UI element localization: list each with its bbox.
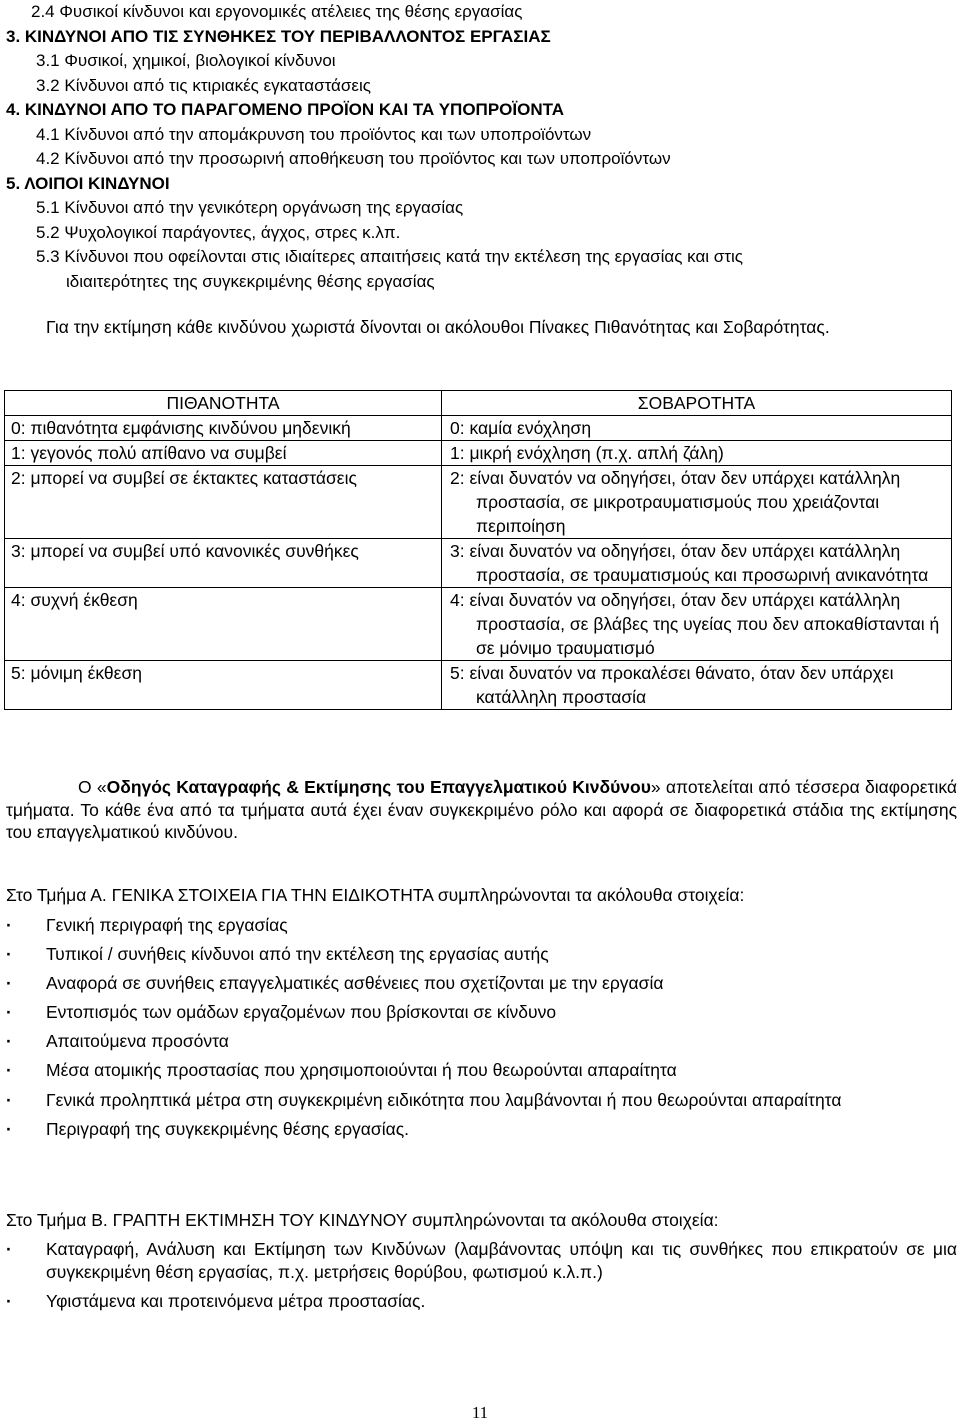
- list-item: [6, 972, 957, 995]
- severity-text: 4: είναι δυνατόν να οδηγήσει, όταν δεν υπάρχει κατάλληλη προστασία, σε βλάβες της υγείας που δεν αποκαθίστανται ή σε μόνιμο τραυματισμό: [450, 590, 940, 658]
- list-item-text: Περιγραφή της συγκεκριμένης θέσης εργασίας.: [46, 1118, 410, 1139]
- list-item: [6, 914, 957, 937]
- list-item: [6, 943, 957, 966]
- guide-title: Οδηγός Καταγραφής & Εκτίμησης του Επαγγελματικού Κινδύνου: [106, 777, 651, 797]
- severity-cell: [442, 661, 952, 710]
- table-row: [5, 441, 952, 466]
- list-item-text: Εντοπισμός των ομάδων εργαζομένων που βρίσκονται σε κίνδυνο: [46, 1002, 557, 1023]
- severity-cell: [442, 588, 952, 661]
- list-item: [6, 1238, 957, 1283]
- toc-item-4-1: 4.1 Κίνδυνοι από την απομάκρυνση του προϊόντος και των υποπροϊόντων: [36, 124, 592, 144]
- list-item-text: Μέσα ατομικής προστασίας που χρησιμοποιούνται ή που θεωρούνται απαραίτητα: [46, 1060, 677, 1081]
- severity-cell: [442, 539, 952, 588]
- bullet-icon: ·: [6, 1239, 12, 1259]
- toc-item-4: 4. ΚΙΝΔΥΝΟΙ ΑΠΟ ΤΟ ΠΑΡΑΓΟΜΕΝΟ ΠΡΟΪΟΝ ΚΑΙ ΤΑ ΥΠΟΠΡΟΪΟΝΤΑ: [6, 100, 565, 119]
- probability-cell: 5: μόνιμη έκθεση: [5, 661, 442, 710]
- guide-paragraph: [6, 776, 957, 844]
- guide-text-after: » αποτελείται από τέσσερα διαφορετικά τμήματα. Το κάθε ένα από τα τμήματα αυτά έχει έναν συγκεκριμένο ρόλο και αφορά σε διαφορετικά στάδια της εκτίμησης του επαγγελματικού κινδύνου.: [6, 777, 957, 842]
- table-row: [5, 661, 952, 710]
- severity-text: 2: είναι δυνατόν να οδηγήσει, όταν δεν υπάρχει κατάλληλη προστασία, σε μικροτραυματισμούς που χρειάζονται περιποίηση: [450, 468, 901, 536]
- list-item: [6, 1089, 957, 1112]
- bullet-icon: ·: [6, 1089, 12, 1110]
- list-item: [6, 1059, 957, 1082]
- bullet-icon: ·: [6, 1118, 12, 1139]
- toc-item-3-1: 3.1 Φυσικοί, χημικοί, βιολογικοί κίνδυνοι: [36, 51, 336, 70]
- section-b-title: Στο Τμήμα Β. ΓΡΑΠΤΗ ΕΚΤΙΜΗΣΗ ΤΟΥ ΚΙΝΔΥΝΟΥ συμπληρώνονται τα ακόλουθα στοιχεία:: [6, 1210, 719, 1230]
- list-item-text: Γενικά προληπτικά μέτρα στη συγκεκριμένη ειδικότητα που λαμβάνονται ή που θεωρούνται απαραίτητα: [46, 1089, 842, 1110]
- toc-item-3: 3. ΚΙΝΔΥΝΟΙ ΑΠΟ ΤΙΣ ΣΥΝΘΗΚΕΣ ΤΟΥ ΠΕΡΙΒΑΛΛΟΝΤΟΣ ΕΡΓΑΣΙΑΣ: [6, 26, 551, 46]
- bullet-icon: ·: [6, 1290, 12, 1311]
- probability-header: ΠΙΘΑΝΟΤΗΤΑ: [5, 391, 442, 416]
- list-item: [6, 1118, 957, 1141]
- toc-item-4-2: 4.2 Κίνδυνοι από την προσωρινή αποθήκευση του προϊόντος και των υποπροϊόντων: [36, 149, 671, 168]
- probability-cell: 0: πιθανότητα εμφάνισης κινδύνου μηδενική: [5, 416, 442, 441]
- probability-cell: 1: γεγονός πολύ απίθανο να συμβεί: [5, 441, 442, 466]
- list-item-text: Καταγραφή, Ανάλυση και Εκτίμηση των Κινδύνων (λαμβάνοντας υπόψη και τις συνθήκες που επικρατούν σε μια συγκεκριμένη θέση εργασίας, π.χ. μετρήσεις θορύβου, φωτισμού κ.λ.π.): [46, 1239, 957, 1282]
- list-item-text: Τυπικοί / συνήθεις κίνδυνοι από την εκτέλεση της εργασίας αυτής: [46, 944, 549, 965]
- probability-cell: 2: μπορεί να συμβεί σε έκτακτες καταστάσεις: [5, 466, 442, 539]
- section-b-list: [6, 1238, 957, 1319]
- page-number: 11: [471, 1403, 489, 1422]
- toc-item-5-3: 5.3 Κίνδυνοι που οφείλονται στις ιδιαίτερες απαιτήσεις κατά την εκτέλεση της εργασίας και στις: [36, 247, 743, 266]
- table-row: [5, 466, 952, 539]
- table-header-row: [5, 391, 952, 416]
- toc-item-5-1: 5.1 Κίνδυνοι από την γενικότερη οργάνωση της εργασίας: [36, 198, 464, 217]
- list-item: [6, 1001, 957, 1024]
- toc-item-5-2: 5.2 Ψυχολογικοί παράγοντες, άγχος, στρες κ.λπ.: [36, 222, 401, 242]
- intro-paragraph: Για την εκτίμηση κάθε κινδύνου χωριστά δίνονται οι ακόλουθοι Πίνακες Πιθανότητας και Σοβαρότητας.: [46, 317, 830, 337]
- table-of-contents: [6, 0, 743, 294]
- severity-cell: 0: καμία ενόχληση: [442, 416, 952, 441]
- toc-item-2-4: 2.4 Φυσικοί κίνδυνοι και εργονομικές ατέλειες της θέσης εργασίας: [31, 2, 523, 21]
- list-item-text: Απαιτούμενα προσόντα: [46, 1031, 229, 1052]
- bullet-icon: ·: [6, 973, 12, 994]
- bullet-icon: ·: [6, 915, 12, 935]
- severity-text: 3: είναι δυνατόν να οδηγήσει, όταν δεν υπάρχει κατάλληλη προστασία, σε τραυματισμούς και προσωρινή ανικανότητα: [450, 541, 929, 585]
- list-item: [6, 1030, 957, 1053]
- guide-text-before: Ο «: [78, 777, 107, 797]
- severity-cell: 1: μικρή ενόχληση (π.χ. απλή ζάλη): [442, 441, 952, 466]
- severity-header: ΣΟΒΑΡΟΤΗΤΑ: [442, 391, 952, 416]
- section-a-list: [6, 914, 957, 1147]
- list-item: [6, 1290, 957, 1313]
- bullet-icon: ·: [6, 1060, 12, 1081]
- severity-cell: [442, 466, 952, 539]
- bullet-icon: ·: [6, 1031, 12, 1052]
- table-row: [5, 588, 952, 661]
- probability-cell: 3: μπορεί να συμβεί υπό κανονικές συνθήκες: [5, 539, 442, 588]
- severity-text: 5: είναι δυνατόν να προκαλέσει θάνατο, όταν δεν υπάρχει κατάλληλη προστασία: [450, 663, 894, 707]
- toc-item-5-3-continued: ιδιαιτερότητες της συγκεκριμένης θέσης εργασίας: [66, 271, 435, 291]
- risk-assessment-table: [4, 390, 952, 710]
- toc-item-5: 5. ΛΟΙΠΟΙ ΚΙΝΔΥΝΟΙ: [6, 173, 170, 193]
- list-item-text: Γενική περιγραφή της εργασίας: [46, 915, 288, 935]
- bullet-icon: ·: [6, 1002, 12, 1023]
- toc-item-3-2: 3.2 Κίνδυνοι από τις κτιριακές εγκαταστάσεις: [36, 75, 371, 95]
- section-a-title: Στο Τμήμα Α. ΓΕΝΙΚΑ ΣΤΟΙΧΕΙΑ ΓΙΑ ΤΗΝ ΕΙΔΙΚΟΤΗΤΑ συμπληρώνονται τα ακόλουθα στοιχεία:: [6, 885, 745, 905]
- bullet-icon: ·: [6, 944, 12, 965]
- table-row: [5, 539, 952, 588]
- list-item-text: Αναφορά σε συνήθεις επαγγελματικές ασθένειες που σχετίζονται με την εργασία: [46, 973, 664, 994]
- table-row: [5, 416, 952, 441]
- probability-cell: 4: συχνή έκθεση: [5, 588, 442, 661]
- list-item-text: Υφιστάμενα και προτεινόμενα μέτρα προστασίας.: [46, 1290, 426, 1311]
